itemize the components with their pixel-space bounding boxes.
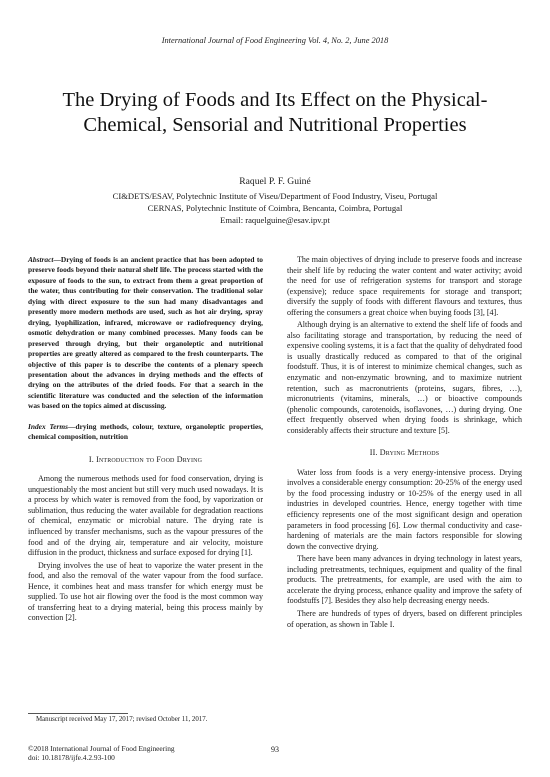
right-column bbox=[287, 255, 522, 632]
section-heading-introduction: I. Introduction to Food Drying bbox=[88, 454, 203, 464]
footnote-rule bbox=[28, 713, 128, 714]
manuscript-footnote: Manuscript received May 17, 2017; revised October 11, 2017. bbox=[36, 716, 208, 723]
author-affiliation-1: CI&DETS/ESAV, Polytechnic Institute of Viseu/Department of Food Industry, Viseu, Portugal bbox=[112, 191, 438, 201]
energy-paragraph: Water loss from foods is a very energy-intensive process. Drying involves a considerable energy consumption: 20-25% of the energy used by the food processing industry or 10-25% of the energy used in all industries in developed countries. Hence, energy together with time efficiency represents one of the most significant design and operation parameters in food processing [6]. Low thermal conductivity and case-hardening of materials are the main factors responsible for slowing down the convective drying. bbox=[287, 467, 522, 551]
intro-paragraph-1: Among the numerous methods used for food conservation, drying is unquestionably the most ancient but still very much used nowadays. It is a process by which water is removed from the food, by vaporization or sublimation, thus reducing the water available for degradation reactions of chemical, enzymatic or microbial nature. The drying rate is influenced by transfer mechanisms, such as the vapour pressures of the food and of the drying air, temperature and air velocity, moisture diffusion in the product, thickness and surface exposed for drying [1]. bbox=[28, 474, 263, 558]
author-block bbox=[30, 176, 520, 226]
doi-line: doi: 10.18178/ijfe.4.2.93-100 bbox=[28, 753, 115, 763]
intro-paragraph-2: Drying involves the use of heat to vaporize the water present in the food, and also the removal of the water vapour from the food surface. Hence, it combines heat and mass transfer for which energy must be supplied. To use hot air flowing over the food is the most common way of transferring heat to a drying material, being this process mainly by convection [2]. bbox=[28, 560, 263, 623]
page-number: 93 bbox=[271, 745, 279, 754]
copyright-line: ©2018 International Journal of Food Engineering bbox=[28, 744, 175, 753]
objectives-paragraph: The main objectives of drying include to preserve foods and increase their shelf life by reducing the water content and water activity; avoid the need for use of refrigeration systems for transport and storage (expensive); reduce space requirements for storage and transport; diversify the supply of foods with different flavours and textures, thus offering the consumers a great choice when buying foods [3], [4]. bbox=[287, 255, 522, 317]
author-name: Raquel P. F. Guiné bbox=[239, 176, 311, 187]
paper-title: The Drying of Foods and Its Effect on the Physical-Chemical, Sensorial and Nutritional Properties bbox=[62, 89, 488, 136]
left-column bbox=[28, 255, 263, 626]
quality-paragraph: Although drying is an alternative to extend the shelf life of foods and also facilitating storage and transportation, by reducing the need of expensive cooling systems, it is a fact that the quality of dehydrated food is usually drastically reduced as compared to that of the original foodstuff. Thus, it is of interest to minimize chemical changes, such as enzymatic and non-enzymatic browning, and to maximize nutrient retention, such as macronutrients (proteins, sugars, fibres, …), micronutrients (vitamins, minerals, …) or bioactive compounds (phenolic compounds, carotenoids, isoflavones, …) during drying. One effect frequently observed when drying foods is shrinkage, which considerably affects their structure and texture [5]. bbox=[287, 320, 522, 435]
author-affiliation-2: CERNAS, Polytechnic Institute of Coimbra, Bencanta, Coimbra, Portugal bbox=[147, 203, 403, 213]
index-terms: Index Terms—drying methods, colour, texture, organoleptic properties, chemical composition, nutrition bbox=[28, 421, 263, 442]
author-email: Email: raquelguine@esav.ipv.pt bbox=[220, 215, 330, 225]
index-terms-text: drying methods, colour, texture, organoleptic properties, chemical composition, nutrition bbox=[28, 421, 263, 442]
index-terms-lead: Index Terms bbox=[28, 421, 69, 431]
abstract-text: Drying of foods is an ancient practice that has been adopted to preserve foods beyond their natural shelf life. The process started with the exposure of foods to the sun, to extract from them a great proportion of the water, thus contributing for their conservation. The traditional solar dying with direct exposure to the sun had many disadvantages and presently more modern methods are used, such as hot air drying, spray drying, lyophilization, infrared, microwave or radiofrequency drying, osmotic dehydration or many combined processes. Many foods can be preserved through drying, but their organoleptic and nutritional properties are greatly altered as compared to the fresh counterparts. The objective of this paper is to describe the contents of a plenary speech presentation about the advances in drying methods and the effects of drying on the attributes of the dried foods. For that a search in the scientific literature was conducted and the selection of the information was based on the topics aimed at discussing. bbox=[28, 255, 263, 411]
section-heading-drying-methods: II. Drying Methods bbox=[369, 448, 440, 458]
dryers-paragraph: There are hundreds of types of dryers, based on different principles of operation, as shown in Table I. bbox=[287, 608, 522, 629]
abstract-lead: Abstract bbox=[28, 255, 54, 264]
running-header: International Journal of Food Engineering Vol. 4, No. 2, June 2018 bbox=[161, 36, 389, 45]
abstract: Abstract—Drying of foods is an ancient practice that has been adopted to preserve foods beyond their natural shelf life. The process started with the exposure of foods to the sun, to extract from them a great proportion of the water, thus contributing for their conservation. The traditional solar dying with direct exposure to the sun had many disadvantages and presently more modern methods are used, such as hot air drying, spray drying, lyophilization, infrared, microwave or radiofrequency drying, osmotic dehydration or many combined processes. Many foods can be preserved through drying, but their organoleptic and nutritional properties are greatly altered as compared to the fresh counterparts. The objective of this paper is to describe the contents of a plenary speech presentation about the advances in drying methods and the effects of drying on the attributes of the dried foods. For that a search in the scientific literature was conducted and the selection of the information was based on the topics aimed at discussing. bbox=[28, 255, 263, 411]
advances-paragraph: There have been many advances in drying technology in latest years, including pretreatments, techniques, equipment and quality of the final products. The pretreatments, for example, are used with the aim to accelerate the drying process, enhance quality and improve the safety of foodstuffs [7]. Besides they also help decreasing energy needs. bbox=[287, 554, 522, 606]
